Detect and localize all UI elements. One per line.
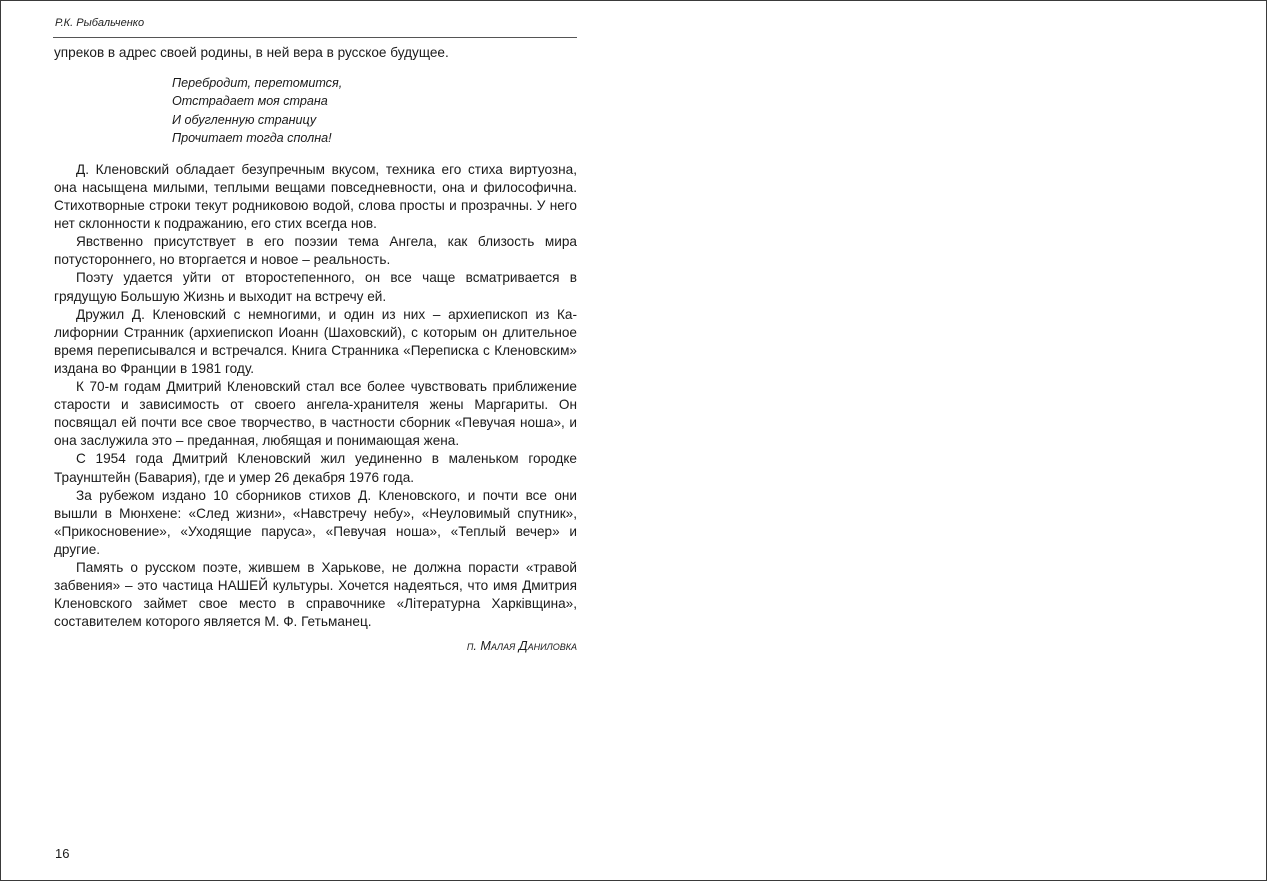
paragraph: Поэту удается уйти от второстепенного, он все чаще всматривается в грядущую Большую Жизнь и выходит на встречу ей. (54, 270, 577, 304)
paragraph: Дружил Д. Кленовский с немногими, и один из них – архиепископ из Калифорнии Странник (архиепископ Иоанн (Шаховский), с которым он длительное время переписывался и встречался. Книга Странника «Переписка с Кленовским» издана во Франции в 1981 году. (54, 306, 577, 376)
main-text (54, 44, 577, 655)
poem-line: И обугленную страницу (172, 112, 317, 127)
page-number: 16 (55, 846, 70, 861)
poem-line: Отстрадает моя страна (172, 94, 328, 109)
paragraph: К 70-м годам Дмитрий Кленовский стал все более чувствовать приближение старости и зависимость от своего ангела-хранителя жены Маргариты. Он посвящал ей почти все свое творчество, в частности сборник «Певучая ноша», и она заслужила это – преданная, любящая и понимающая жена. (54, 379, 577, 449)
poem-stanza (172, 74, 577, 147)
page-divider (633, 1, 634, 880)
lead-line: упреков в адрес своей родины, в ней вера в русское будущее. (54, 45, 449, 60)
paragraph: С 1954 года Дмитрий Кленовский жил уединенно в маленьком городке Траунштейн (Бавария), где и умер 26 декабря 1976 года. (54, 451, 577, 485)
signature-text: п. Малая Даниловка (466, 639, 577, 654)
header-rule (53, 37, 577, 38)
signature-place (54, 637, 577, 655)
paragraph: Явственно присутствует в его поэзии тема Ангела, как близость мира потустороннего, но вторгается и новое – реальность. (54, 234, 577, 268)
poem-line: Перебродит, перетомится, (172, 76, 343, 91)
poem-line: Прочитает тогда сполна! (172, 130, 332, 145)
paragraph: Память о русском поэте, жившем в Харькове, не должна порасти «травой забвения» – это частица НАШЕЙ культуры. Хочется надеяться, что имя Дмитрия Кленовского займет свое место в справочнике «Літературна Харківщина», составителем которого является М. Ф. Гетьманец. (54, 559, 577, 630)
paragraph: За рубежом издано 10 сборников стихов Д. Кленовского, и почти все они вышли в Мюнхене: «След жизни», «Навстречу небу», «Неуловимый спутник», «Прикосновение», «Уходящие паруса», «Певучая ноша», «Теплый вечер» и другие. (54, 487, 577, 557)
paragraph: Д. Кленовский обладает безупречным вкусом, техника его стиха виртуозна, она насыщена милыми, теплыми вещами повседневности, она и философична. Стихотворные строки текут родниковою водой, слова просты и прозрачны. У него нет склонности к подражанию, его стих всегда нов. (54, 161, 577, 232)
running-header: Р.К. Рыбальченко (55, 17, 145, 29)
